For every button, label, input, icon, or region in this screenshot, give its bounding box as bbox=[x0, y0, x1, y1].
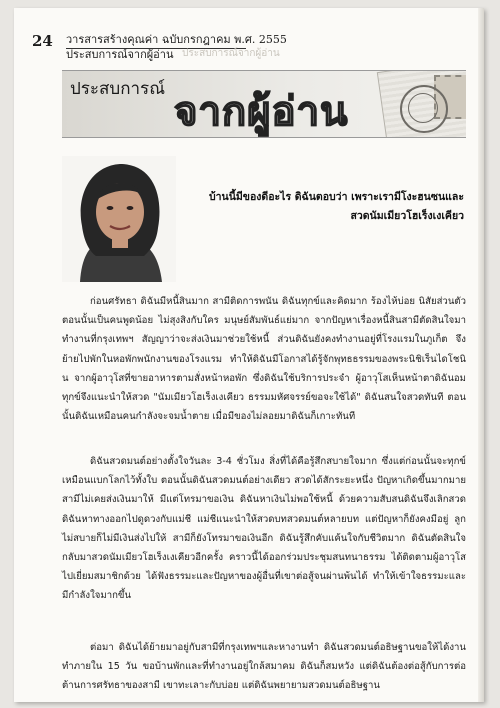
body-paragraph-2: ดิฉันสวดมนต์อย่างตั้งใจวันละ 3-4 ชั่วโมง สิ่งที่ได้คือรู้สึกสบายใจมาก ซึ่งแต่ก่อนนั้นจะทุกข์เหมือนแบกโลกไว้ทั้งใบ ตอนนั้นดิฉันสวดมนต์อย่างเดียว สวดได้สักระยะหนึ่ง ปัญหาเกิดขึ้นมากมาย สามีไม่เคยส่งเงินมาให้ มีแต่โทรมาขอเงิน ดิฉันหาเงินไม่พอใช้หนี้ ด้วยความสับสนดิฉันจึงเลิกสวด ดิฉันหาทางออกไปดูดวงกับแม่ชี แม่ชีแนะนำให้สวดบทสวดมนต์หลายบท แต่ปัญหาก็ยังคงมีอยู่ ลูกไม่สบายก็ไม่มีเงินส่งไปให้ สามีก็ยังโทรมาขอเงินอีก ดิฉันรู้สึกคับแค้นใจกับชีวิตมาก ดิฉันตัดสินใจกลับมาสวดนัมเมียวโฮเร็งเงเคียวอีกครั้ง คราวนี้ได้ออกร่วมประชุมสนทนาธรรม ได้ติดตามผู้อาวุโสไปเยี่ยมสมาชิกด้วย ได้ฟังธรรมะและปัญหาของผู้อื่นที่เขาต่อสู้จนผ่านพ้นได้ ทำให้เข้าใจธรรมะและมีกำลังใจมากขึ้น bbox=[62, 456, 466, 602]
body-paragraph-1: ก่อนศรัทธา ดิฉันมีหนี้สินมาก สามีติดการพนัน ดิฉันทุกข์และคิดมาก ร้องไห้บ่อย นิสัยส่วนตัวตอนนั้นเป็นคนพูดน้อย ไม่สุงสิงกับใคร มนุษย์สัมพันธ์แย่มาก จากปัญหาเรื่องหนี้สินสามีตัดสินใจมาทำงานที่กรุงเทพฯ สัญญาว่าจะส่งเงินมาช่วยใช้หนี้ ส่วนดิฉันยังคงทำงานอยู่ที่โรงแรมในภูเก็ต จึงย้ายไปพักในหอพักพนักงานของโรงแรม ทำให้ดิฉันมีโอกาสได้รู้จักพุทธธรรมของพระนิชิเร็นไดโชนิน จากผู้อาวุโสที่ขายอาหารตามสั่งหน้าหอพัก ซึ่งดิฉันใช้บริการประจำ ผู้อาวุโสเห็นหน้าตาดิฉันอมทุกข์จึงแนะนำให้สวด "นัมเมียวโฮเร็งเงเคียว ธรรมมหัศจรรย์ขอจะใช้ได้" ดิฉันสนใจสวดทันที ตอนนั้นดิฉันเหมือนคนกำลังจะจมน้ำตาย เมื่อมีของไม่ลอยมาดิฉันก็เกาะทันที bbox=[62, 296, 466, 423]
magazine-page bbox=[14, 8, 484, 702]
page-edge-shade bbox=[478, 8, 484, 702]
banner-big-title: จากผู้อ่าน bbox=[174, 89, 349, 135]
magazine-title: วารสารสร้างคุณค่า ฉบับกรกฎาคม พ.ศ. 2555 bbox=[66, 30, 246, 49]
article-body bbox=[62, 292, 466, 426]
page-number: 24 bbox=[32, 32, 53, 50]
author-portrait-illustration bbox=[62, 156, 176, 282]
banner-small-title: ประสบการณ์ bbox=[70, 79, 165, 99]
page-header bbox=[32, 30, 472, 60]
postmark-inner-ring bbox=[408, 93, 438, 123]
section-title: ประสบการณ์จากผู้อ่าน bbox=[66, 48, 174, 61]
author-photo bbox=[62, 156, 176, 282]
article-body-2 bbox=[62, 452, 466, 606]
article-lede: บ้านนี้มีของดีอะไร ดิฉันตอบว่า เพราะเรามีโงะฮนซนและสวดนัมเมียวโฮเร็งเงเคียว bbox=[208, 191, 464, 222]
faded-section-title: ประสบการณ์จากผู้อ่าน bbox=[182, 48, 280, 59]
body-paragraph-3: ต่อมา ดิฉันได้ย้ายมาอยู่กับสามีที่กรุงเทพฯและหางานทำ ดิฉันสวดมนต์อธิษฐานขอให้ได้งานทำภายใน 15 วัน ขอบ้านพักและที่ทำงานอยู่ใกล้สมาคม ดิฉันก็สมหวัง แต่ดิฉันต้องต่อสู้กับการต่อต้านการศรัทธาของสามี เขาทะเลาะกับบ่อย แต่ดิฉันพยายามสวดมนต์อธิษฐาน bbox=[62, 642, 466, 692]
article-body-3 bbox=[62, 638, 466, 696]
column-banner bbox=[62, 70, 466, 138]
